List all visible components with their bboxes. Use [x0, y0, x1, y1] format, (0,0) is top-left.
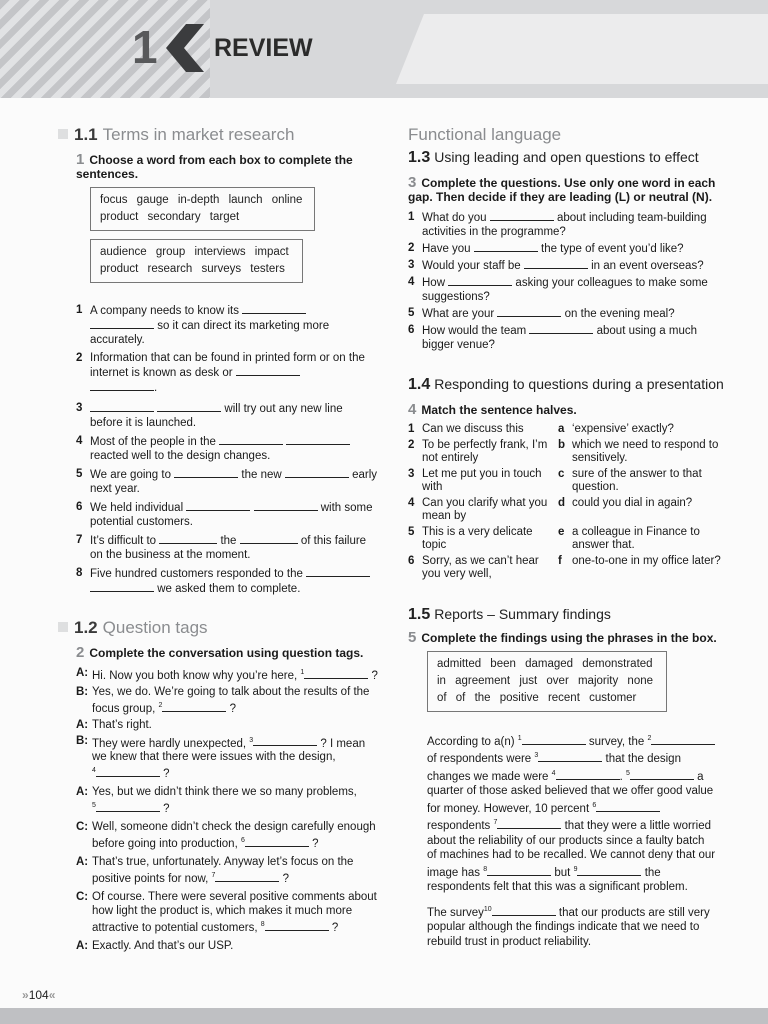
- bullet-square-icon: [58, 129, 68, 139]
- match-row: 1 Can we discuss this a ‘expensive’ exactly?: [408, 423, 674, 435]
- answer-blank[interactable]: [215, 871, 279, 882]
- list-item: 4 How asking your colleagues to make some suggestions?: [408, 276, 708, 303]
- answer-blank[interactable]: [286, 434, 350, 445]
- answer-blank[interactable]: [90, 401, 154, 412]
- section-1-5-title: 1.5 Reports – Summary findings: [408, 606, 611, 623]
- left-column: [58, 125, 378, 955]
- match-row: 5 This is a very delicate topic e a colleague in Finance to answer that.: [408, 526, 700, 551]
- exercise-1-instruction: 1 Choose a word from each box to complete the sentences.: [76, 151, 353, 181]
- answer-blank[interactable]: [524, 258, 588, 269]
- answer-blank[interactable]: [265, 920, 329, 931]
- match-halves: [408, 423, 730, 581]
- dialogue-line: B: They were hardly unexpected, $^3$ ? I mean we knew that there were issues with the design, $^4$ ?: [76, 734, 366, 781]
- list-item: 1 A company needs to know its so it can direct its marketing more accurately.: [76, 304, 330, 346]
- answer-blank[interactable]: [240, 533, 298, 544]
- answer-blank[interactable]: [242, 303, 306, 314]
- answer-blank[interactable]: [236, 365, 300, 376]
- functional-language-heading: Functional language: [408, 125, 562, 144]
- answer-blank[interactable]: [90, 380, 154, 391]
- answer-blank[interactable]: [497, 306, 561, 317]
- match-row: 3 Let me put you in touch with c sure of the answer to that question.: [408, 468, 702, 493]
- answer-blank[interactable]: [448, 275, 512, 286]
- answer-blank[interactable]: [630, 769, 694, 780]
- section-1-1-title: 1.1 Terms in market research: [58, 125, 378, 145]
- findings-paragraph-2: The survey$^{10}$ that our products are still very popular although the findings indicate that we need to rebuild trust in product reliability.: [427, 905, 710, 948]
- answer-blank[interactable]: [651, 734, 715, 745]
- section-1-3-title: 1.3 Using leading and open questions to effect: [408, 149, 699, 166]
- list-item: 7 It’s difficult to the of this failure on the business at the moment.: [76, 534, 367, 561]
- match-row: 2 To be perfectly frank, I’m not entirely b which we need to respond to sensitively.: [408, 439, 719, 464]
- exercise-2-instruction: 2 Complete the conversation using question tags.: [76, 644, 364, 661]
- dialogue-line: A: Yes, but we didn’t think there we so many problems, $^5$ ?: [76, 786, 357, 816]
- dialogue-line: A: That’s true, unfortunately. Anyway let’s focus on the positive points for now, $^7$ ?: [76, 855, 354, 885]
- answer-blank[interactable]: [304, 668, 368, 679]
- page-title: REVIEW: [214, 34, 313, 62]
- match-row: 4 Can you clarify what you mean by d could you dial in again?: [408, 497, 693, 522]
- exercise-5-instruction: 5 Complete the findings using the phrases in the box.: [408, 629, 717, 646]
- answer-blank[interactable]: [492, 905, 556, 916]
- answer-blank[interactable]: [90, 581, 154, 592]
- answer-blank[interactable]: [538, 751, 602, 762]
- exercise-4-instruction: 4 Match the sentence halves.: [408, 401, 577, 418]
- answer-blank[interactable]: [157, 401, 221, 412]
- answer-blank[interactable]: [306, 566, 370, 577]
- answer-blank[interactable]: [219, 434, 283, 445]
- answer-blank[interactable]: [487, 865, 551, 876]
- list-item: 6 How would the team about using a much bigger venue?: [408, 324, 697, 351]
- answer-blank[interactable]: [522, 734, 586, 745]
- list-item: 3 Would your staff be in an event overseas?: [408, 259, 704, 272]
- header: [0, 0, 768, 98]
- exercise-1-list: [76, 303, 378, 596]
- list-item: 6 We held individual with some potential customers.: [76, 501, 373, 528]
- section-1-4-title: 1.4 Responding to questions during a presentation: [408, 376, 724, 393]
- footer-bar: [0, 1008, 768, 1024]
- answer-blank[interactable]: [596, 801, 660, 812]
- answer-blank[interactable]: [490, 210, 554, 221]
- list-item: 2 Have you the type of event you’d like?: [408, 242, 684, 255]
- answer-blank[interactable]: [254, 500, 318, 511]
- answer-blank[interactable]: [497, 818, 561, 829]
- list-item: 1 What do you about including team-building activities in the programme?: [408, 211, 707, 238]
- list-item: 2 Information that can be found in printed form or on the internet is known as desk or .: [76, 352, 365, 394]
- match-row: 6 Sorry, as we can’t hear you very well, f one-to-one in my office later?: [408, 555, 721, 580]
- answer-blank[interactable]: [159, 533, 217, 544]
- answer-blank[interactable]: [253, 735, 317, 746]
- list-item: 5 We are going to the new early next year.: [76, 468, 378, 495]
- unit-number: 1: [132, 21, 157, 73]
- exercise-3-list: [408, 210, 730, 352]
- dialogue-line: C: Of course. There were several positive comments about how light the product is, which makes it much more attractive to potential customers, $^8$ ?: [76, 890, 377, 934]
- chevron-left-icon: [166, 24, 204, 72]
- word-box-1: focus gauge in-depth launch online product secondary target: [90, 187, 315, 231]
- list-item: 3 will try out any new line before it is launched.: [76, 402, 343, 429]
- answer-blank[interactable]: [174, 467, 238, 478]
- answer-blank[interactable]: [474, 241, 538, 252]
- bullet-square-icon: [58, 622, 68, 632]
- answer-blank[interactable]: [556, 769, 620, 780]
- answer-blank[interactable]: [577, 865, 641, 876]
- answer-blank[interactable]: [162, 701, 226, 712]
- dialogue-line: C: Well, someone didn’t check the design carefully enough before going into production, $^6$ ?: [76, 821, 376, 850]
- dialogue-line: A: Exactly. And that’s our USP.: [76, 939, 234, 952]
- dialogue-line: A: That’s right.: [76, 718, 152, 731]
- page-number: »104«: [22, 988, 56, 1002]
- list-item: 5 What are your on the evening meal?: [408, 307, 675, 320]
- list-item: 4 Most of the people in the reacted well to the design changes.: [76, 434, 378, 463]
- word-box-2: audience group interviews impact product research surveys testers: [90, 239, 303, 283]
- findings-paragraph-1: According to a(n) $^1$ survey, the $^2$ of respondents were $^3$ that the design changes we made were $^4$ . $^5$ a quarter of those asked believed that we offer good value for money. However, 10 percent $^6$ respondents $^7$ that they were a little worried about the reliability of our products since a faulty batch of machines had to be recalled. We cannot deny that our image has $^8$ but $^9$ the respondents felt that this was a significant problem.: [427, 735, 716, 894]
- list-item: 8 Five hundred customers responded to the we asked them to complete.: [76, 566, 378, 596]
- answer-blank[interactable]: [529, 323, 593, 334]
- exercise-3-instruction: 3 Complete the questions. Use only one word in each gap. Then decide if they are leading (L) or neutral (N).: [408, 174, 716, 204]
- dialogue-line: B: Yes, we do. We’re going to talk about the results of the focus group, $^2$ ?: [76, 685, 370, 715]
- right-column: [390, 125, 730, 958]
- answer-blank[interactable]: [90, 318, 154, 329]
- answer-blank[interactable]: [245, 836, 309, 847]
- dialogue-line: A: Hi. Now you both know why you’re here, $^1$ ?: [76, 667, 378, 682]
- conversation: [76, 666, 378, 953]
- answer-blank[interactable]: [186, 500, 250, 511]
- answer-blank[interactable]: [96, 766, 160, 777]
- answer-blank[interactable]: [285, 467, 349, 478]
- answer-blank[interactable]: [96, 801, 160, 812]
- section-1-2-title: 1.2 Question tags: [58, 618, 378, 638]
- phrase-box: admitted been damaged demonstrated in agreement just over majority none of of the positive recent customer: [427, 651, 667, 712]
